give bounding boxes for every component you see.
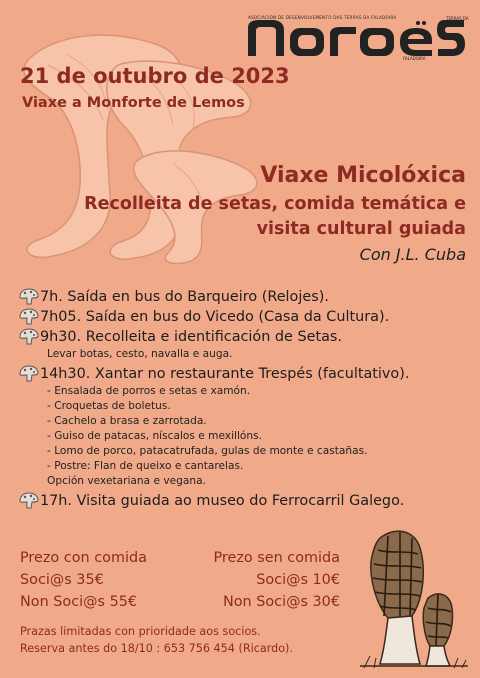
price-without-meal-members: Soci@s 10€	[256, 572, 340, 588]
footer-limited-places: Prazas limitadas con prioridade aos socios.	[20, 625, 261, 638]
price-without-meal-header: Prezo sen comida	[213, 550, 340, 566]
schedule-text: 7h05. Saída en bus do Vicedo (Casa da Cultura).	[40, 309, 390, 325]
subtitle-line-2: visita cultural guiada	[256, 219, 466, 239]
morel-illustration	[350, 528, 472, 673]
schedule-item	[18, 287, 470, 307]
schedule-item	[18, 327, 470, 347]
menu-item: - Cachelo a brasa e zarrotada.	[47, 415, 207, 427]
menu-item: - Croquetas de boletus.	[47, 400, 171, 412]
price-with-meal-nonmembers: Non Soci@s 55€	[20, 594, 138, 610]
schedule-item	[18, 364, 470, 384]
logo-side-top: TERRAS DA	[446, 16, 469, 21]
menu-item: - Postre: Flan de queixo e cantarelas.	[47, 460, 244, 472]
schedule-text: 7h. Saída en bus do Barqueiro (Relojes).	[40, 289, 329, 305]
event-subtitle	[26, 192, 466, 242]
schedule-text: 9h30. Recolleita e identificación de Setas.	[40, 329, 343, 345]
mushroom-bullet-icon	[18, 365, 40, 383]
mushroom-bullet-icon	[18, 308, 40, 326]
price-with-meal-members: Soci@s 35€	[20, 572, 104, 588]
price-nonmembers-row	[20, 591, 340, 613]
menu-item: - Lomo de porco, patacatrufada, gulas de monte e castañas.	[47, 445, 368, 457]
price-header-row	[20, 547, 340, 569]
trip-destination: Viaxe a Monforte de Lemos	[22, 95, 245, 111]
price-without-meal-nonmembers: Non Soci@s 30€	[222, 594, 340, 610]
schedule-list	[18, 287, 470, 511]
schedule-note: Levar botas, cesto, navalla e auga.	[47, 348, 233, 360]
event-date: 21 de outubro de 2023	[20, 64, 290, 88]
footer	[20, 623, 293, 657]
menu-item: - Ensalada de porros e setas e xamón.	[47, 385, 251, 397]
menu-item: Opción vexetariana e vegana.	[47, 475, 206, 487]
event-title: Viaxe Micolóxica	[260, 163, 466, 188]
schedule-item	[18, 307, 470, 327]
schedule-text: 17h. Visita guiada ao museo do Ferrocarril Galego.	[40, 493, 405, 509]
logo-tagline: ASOCIACIÓN DE DESENVOLVEMENTO DAS TERRAS DA FALADOIRA	[248, 15, 397, 20]
price-members-row	[20, 569, 340, 591]
prices-block	[20, 547, 340, 613]
mushroom-bullet-icon	[18, 328, 40, 346]
menu-item: - Guiso de patacas, níscalos e mexillóns.	[47, 430, 262, 442]
schedule-text: 14h30. Xantar no restaurante Trespés (facultativo).	[40, 366, 410, 382]
schedule-item	[18, 491, 470, 511]
subtitle-line-1: Recolleita de setas, comida temática e	[84, 194, 466, 214]
guide-name: Con J.L. Cuba	[359, 245, 466, 264]
noroeste-logo	[246, 18, 468, 58]
price-with-meal-header: Prezo con comida	[20, 550, 147, 566]
footer-reservation: Reserva antes do 18/10 : 653 756 454 (Ricardo).	[20, 642, 293, 655]
mushroom-bullet-icon	[18, 492, 40, 510]
mushroom-bullet-icon	[18, 288, 40, 306]
logo-side-bottom: FALADOIRA	[403, 56, 426, 61]
